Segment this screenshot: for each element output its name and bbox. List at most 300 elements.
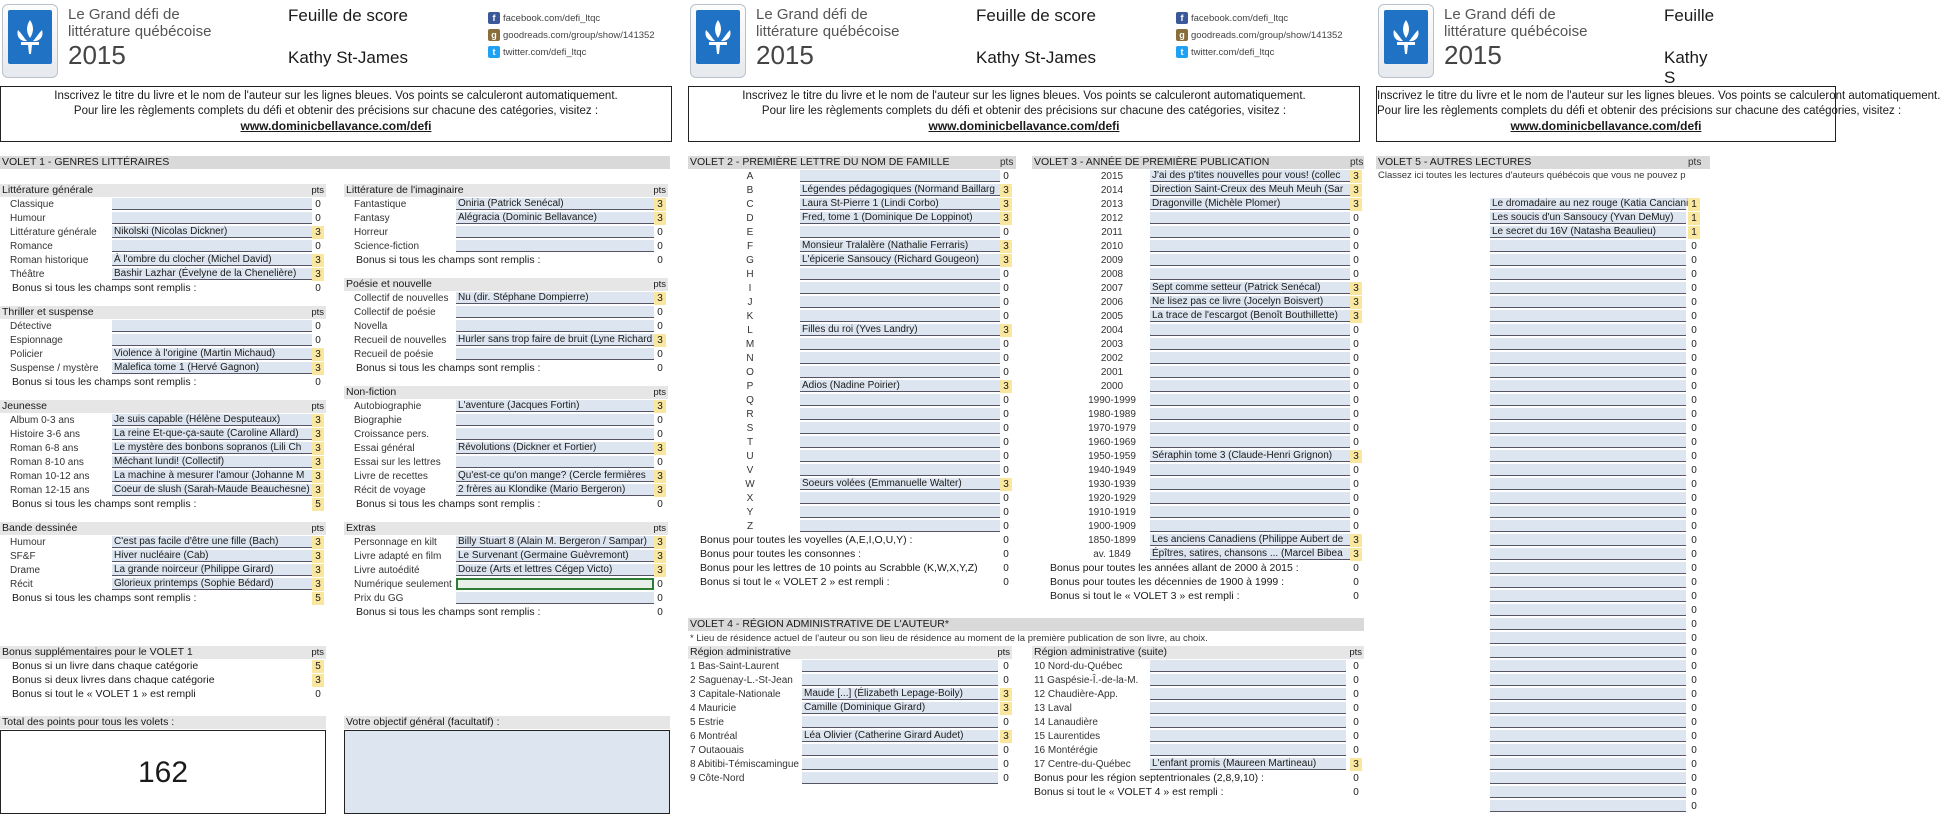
- book-field[interactable]: La grande noirceur (Philippe Girard): [112, 564, 312, 576]
- points-cell: 0: [1691, 773, 1697, 784]
- points-cell: 0: [1353, 563, 1359, 574]
- book-field[interactable]: [800, 506, 1000, 518]
- book-field[interactable]: Malefica tome 1 (Hervé Gagnon): [112, 362, 312, 374]
- points-cell: 5: [312, 660, 324, 673]
- book-field[interactable]: [112, 320, 312, 332]
- book-field[interactable]: [1490, 632, 1686, 644]
- book-field[interactable]: Révolutions (Dickner et Fortier): [456, 442, 654, 454]
- section-title: Littérature générale: [2, 184, 94, 196]
- book-field[interactable]: À l'ombre du clocher (Michel David): [112, 254, 312, 266]
- book-field[interactable]: [800, 366, 1000, 378]
- row-label: 1900-1909: [1088, 521, 1136, 532]
- book-field[interactable]: [1150, 408, 1350, 420]
- points-cell: 0: [1353, 353, 1359, 364]
- section-title: Bonus supplémentaires pour le VOLET 1: [2, 646, 193, 658]
- book-field[interactable]: [1150, 254, 1350, 266]
- book-field[interactable]: Je suis capable (Hélène Desputeaux): [112, 414, 312, 426]
- pts-header: pts: [311, 185, 324, 196]
- book-field[interactable]: Adios (Nadine Poirier): [800, 380, 1000, 392]
- points-cell: 3: [312, 362, 324, 375]
- book-field[interactable]: Camille (Dominique Girard): [802, 702, 998, 714]
- goodreads-icon: g: [488, 29, 500, 41]
- book-field[interactable]: Bashir Lazhar (Évelyne de la Chenelière): [112, 268, 312, 280]
- book-field[interactable]: [1490, 576, 1686, 588]
- book-field[interactable]: [1490, 506, 1686, 518]
- pts-header: pts: [311, 401, 324, 412]
- book-field[interactable]: [112, 212, 312, 224]
- row-label: 5 Estrie: [690, 717, 724, 728]
- points-cell: 3: [1000, 688, 1012, 701]
- book-field[interactable]: Violence à l'origine (Martin Michaud): [112, 348, 312, 360]
- book-field[interactable]: Léa Olivier (Catherine Girard Audet): [802, 730, 998, 742]
- points-cell: 3: [654, 536, 666, 549]
- book-field[interactable]: Les anciens Canadiens (Philippe Aubert de: [1150, 534, 1350, 546]
- book-field[interactable]: [1490, 478, 1686, 490]
- book-field[interactable]: [1490, 254, 1686, 266]
- social-link-text: twitter.com/defi_ltqc: [1191, 46, 1275, 58]
- points-cell: 0: [657, 349, 663, 360]
- goodreads-icon: g: [1176, 29, 1188, 41]
- book-field[interactable]: [800, 408, 1000, 420]
- challenge-year: 2015: [68, 40, 126, 70]
- book-field[interactable]: [1490, 450, 1686, 462]
- book-field[interactable]: Alégracia (Dominic Bellavance): [456, 212, 654, 224]
- points-cell: 0: [657, 241, 663, 252]
- bonus-label: Bonus si tous les champs sont remplis :: [12, 498, 197, 510]
- points-cell: 3: [1000, 380, 1012, 393]
- row-label: X: [746, 493, 754, 504]
- book-field[interactable]: [800, 268, 1000, 280]
- points-cell: 0: [1691, 703, 1697, 714]
- book-field[interactable]: [1150, 436, 1350, 448]
- book-field[interactable]: Le Survenant (Germaine Guèvremont): [456, 550, 654, 562]
- book-field[interactable]: [1490, 422, 1686, 434]
- book-field[interactable]: [456, 428, 654, 440]
- book-field[interactable]: [1490, 268, 1686, 280]
- book-field[interactable]: [1150, 226, 1350, 238]
- book-field[interactable]: [1490, 618, 1686, 630]
- book-field[interactable]: [1490, 296, 1686, 308]
- book-field[interactable]: Légendes pédagogiques (Normand Baillarg: [800, 184, 1000, 196]
- bonus-label: Bonus pour toutes les consonnes :: [700, 548, 862, 560]
- book-field[interactable]: Laura St-Pierre 1 (Lindi Corbo): [800, 198, 1000, 210]
- book-field[interactable]: [1490, 758, 1686, 770]
- book-field[interactable]: Fred, tome 1 (Dominique De Loppinot): [800, 212, 1000, 224]
- book-field[interactable]: [1150, 506, 1350, 518]
- points-cell: 3: [312, 578, 324, 591]
- book-field[interactable]: [1150, 730, 1346, 742]
- book-field[interactable]: [1490, 660, 1686, 672]
- points-cell: 3: [312, 348, 324, 361]
- book-field[interactable]: [1490, 520, 1686, 532]
- book-field[interactable]: [1490, 604, 1686, 616]
- book-field[interactable]: [1150, 674, 1346, 686]
- book-field[interactable]: [800, 338, 1000, 350]
- section-title: Extras: [346, 522, 376, 534]
- book-field[interactable]: Nikolski (Nicolas Dickner): [112, 226, 312, 238]
- points-cell: 0: [657, 363, 663, 374]
- book-field[interactable]: [1150, 380, 1350, 392]
- points-cell: 0: [1691, 493, 1697, 504]
- goal-box[interactable]: [344, 730, 670, 814]
- book-field[interactable]: [1490, 646, 1686, 658]
- row-label: B: [746, 185, 754, 196]
- book-field[interactable]: [800, 170, 1000, 182]
- book-field[interactable]: [1490, 548, 1686, 560]
- book-field[interactable]: [800, 352, 1000, 364]
- book-field[interactable]: [1150, 464, 1350, 476]
- points-cell: 0: [1691, 311, 1697, 322]
- book-field[interactable]: [1490, 380, 1686, 392]
- book-field[interactable]: [1490, 674, 1686, 686]
- book-field[interactable]: [800, 296, 1000, 308]
- rules-link[interactable]: www.dominicbellavance.com/defi: [1510, 119, 1702, 133]
- book-field[interactable]: [456, 320, 654, 332]
- book-field[interactable]: [1150, 240, 1350, 252]
- points-cell: 0: [1353, 437, 1359, 448]
- book-field[interactable]: Coeur de slush (Sarah-Maude Beauchesne): [112, 484, 312, 496]
- book-field[interactable]: [456, 240, 654, 252]
- book-field[interactable]: [456, 592, 654, 604]
- book-field[interactable]: Méchant lundi! (Collectif): [112, 456, 312, 468]
- challenge-year: 2015: [1444, 40, 1502, 70]
- book-field[interactable]: Dragonville (Michèle Plomer): [1150, 198, 1350, 210]
- social-link[interactable]: [1176, 29, 1343, 41]
- book-field[interactable]: Épîtres, satires, chansons ... (Marcel Bibea: [1150, 548, 1350, 560]
- row-label: Histoire 3-6 ans: [10, 429, 81, 440]
- book-field[interactable]: [1150, 352, 1350, 364]
- points-cell: 0: [315, 377, 321, 388]
- row-label: Prix du GG: [354, 593, 404, 604]
- points-cell: 3: [312, 536, 324, 549]
- book-field[interactable]: [456, 306, 654, 318]
- book-field[interactable]: Filles du roi (Yves Landry): [800, 324, 1000, 336]
- row-label: Détective: [10, 321, 52, 332]
- bonus-label: Bonus si tous les champs sont remplis :: [12, 282, 197, 294]
- row-label: 15 Laurentides: [1034, 731, 1101, 742]
- book-field[interactable]: [456, 414, 654, 426]
- volet5-note: Classez ici toutes les lectures d'auteurs québécois que vous ne pouvez p: [1378, 170, 1686, 181]
- points-cell: 0: [1353, 675, 1359, 686]
- challenge-name: Le Grand défi de littérature québécoise: [68, 6, 212, 40]
- book-field[interactable]: [1150, 338, 1350, 350]
- points-cell: 0: [1353, 213, 1359, 224]
- points-cell: 0: [1353, 409, 1359, 420]
- book-field[interactable]: [1490, 562, 1686, 574]
- book-field[interactable]: Hiver nucléaire (Cab): [112, 550, 312, 562]
- sheet-title: Feuille de score: [288, 6, 409, 25]
- row-label: Fantasy: [354, 213, 390, 224]
- book-field[interactable]: Douze (Arts et lettres Cégep Victo): [456, 564, 654, 576]
- points-cell: 3: [654, 550, 666, 563]
- book-field[interactable]: [456, 226, 654, 238]
- region-header: [688, 646, 1012, 659]
- row-label: 2 Saguenay-L.-St-Jean: [690, 675, 793, 686]
- points-cell: 0: [1691, 423, 1697, 434]
- points-cell: 0: [1353, 325, 1359, 336]
- row-label: D: [746, 213, 754, 224]
- book-field[interactable]: [1490, 310, 1686, 322]
- book-field[interactable]: Soeurs volées (Emmanuelle Walter): [800, 478, 1000, 490]
- points-cell: 0: [315, 335, 321, 346]
- rules-link[interactable]: www.dominicbellavance.com/defi: [240, 119, 432, 133]
- section-header: [0, 184, 326, 197]
- book-field[interactable]: Glorieux printemps (Sophie Bédard): [112, 578, 312, 590]
- instructions-text: Pour lire les règlements complets du défi et obtenir des précisions sur chacune des catégories, visitez :: [73, 105, 599, 117]
- bonus-label: Bonus pour les région septentrionales (2,8,9,10) :: [1034, 772, 1264, 784]
- twitter-icon: t: [1176, 46, 1188, 58]
- points-cell: 0: [1003, 563, 1009, 574]
- points-cell: 3: [654, 198, 666, 211]
- book-field[interactable]: Billy Stuart 8 (Alain M. Bergeron / Sampar): [456, 536, 654, 548]
- row-label: Roman 12-15 ans: [10, 485, 90, 496]
- row-label: 1950-1959: [1088, 451, 1136, 462]
- book-field[interactable]: Le dromadaire au nez rouge (Katia Canciani: [1492, 198, 1689, 209]
- book-field[interactable]: [1150, 520, 1350, 532]
- book-field[interactable]: [800, 282, 1000, 294]
- points-cell: 0: [1691, 633, 1697, 644]
- rules-link[interactable]: www.dominicbellavance.com/defi: [928, 119, 1120, 133]
- book-field[interactable]: [1150, 394, 1350, 406]
- book-field[interactable]: [1150, 268, 1350, 280]
- book-field[interactable]: [800, 394, 1000, 406]
- book-field[interactable]: [800, 436, 1000, 448]
- book-field[interactable]: [1150, 422, 1350, 434]
- book-field[interactable]: [800, 450, 1000, 462]
- book-field[interactable]: [802, 674, 998, 686]
- row-label: Recueil de nouvelles: [354, 335, 447, 346]
- points-cell: 0: [1003, 675, 1009, 686]
- row-label: I: [748, 283, 752, 294]
- book-field[interactable]: [1490, 464, 1686, 476]
- book-field[interactable]: Maude [...] (Élizabeth Lepage-Boily): [802, 688, 998, 700]
- book-field[interactable]: Le mystère des bonbons sopranos (Lili Ch: [112, 442, 312, 454]
- instructions-text: Inscrivez le titre du livre et le nom de l'auteur sur les lignes bleues. Vos points se calculeront automatiquement.: [742, 90, 1306, 102]
- book-field[interactable]: Qu'est-ce qu'on mange? (Cercle fermières: [456, 470, 654, 482]
- pts-header: pts: [653, 387, 666, 398]
- row-label: 2015: [1100, 171, 1124, 182]
- row-label: 2000: [1100, 381, 1124, 392]
- book-field[interactable]: [112, 240, 312, 252]
- points-cell: 3: [312, 470, 324, 483]
- book-field[interactable]: [1490, 534, 1686, 546]
- points-cell: 3: [654, 470, 666, 483]
- social-link[interactable]: [1176, 46, 1274, 58]
- book-field[interactable]: [456, 456, 654, 468]
- book-field[interactable]: [112, 334, 312, 346]
- book-field[interactable]: Le secret du 16V (Natasha Beaulieu): [1490, 226, 1686, 238]
- book-field[interactable]: [800, 422, 1000, 434]
- challenge-year: 2015: [756, 40, 814, 70]
- row-label: O: [746, 367, 754, 378]
- book-field[interactable]: [1150, 660, 1346, 672]
- book-field[interactable]: La machine à mesurer l'amour (Johanne M: [112, 470, 312, 482]
- row-label: 2005: [1100, 311, 1124, 322]
- social-link[interactable]: [1176, 12, 1288, 24]
- row-label: 2010: [1100, 241, 1124, 252]
- book-field[interactable]: [1150, 688, 1346, 700]
- points-cell: 3: [654, 212, 666, 225]
- row-label: Livre autoédité: [354, 565, 420, 576]
- row-label: 1850-1899: [1088, 535, 1136, 546]
- book-field[interactable]: [1490, 492, 1686, 504]
- book-field[interactable]: Hurler sans trop faire de bruit (Lyne Richard: [458, 334, 653, 345]
- logo: [690, 4, 746, 78]
- book-field[interactable]: L'épicerie Sansoucy (Richard Gougeon): [800, 254, 1000, 266]
- section-header: [344, 522, 668, 535]
- book-field[interactable]: [1490, 352, 1686, 364]
- row-label: Z: [746, 521, 754, 532]
- row-label: 1980-1989: [1088, 409, 1136, 420]
- book-field[interactable]: [800, 492, 1000, 504]
- bonus-label: Bonus si tous les champs sont remplis :: [356, 498, 541, 510]
- row-label: Y: [746, 507, 754, 518]
- bonus-label: Bonus pour toutes les années allant de 2000 à 2015 :: [1050, 562, 1299, 574]
- book-field[interactable]: C'est pas facile d'être une fille (Bach): [112, 536, 312, 548]
- book-field[interactable]: [1490, 366, 1686, 378]
- book-field[interactable]: [1490, 436, 1686, 448]
- book-field[interactable]: [1150, 744, 1346, 756]
- social-link-text: goodreads.com/group/show/141352: [1191, 29, 1343, 41]
- book-field[interactable]: [456, 578, 654, 590]
- points-cell: 0: [1691, 675, 1697, 686]
- volet2-title: VOLET 2 - PREMIÈRE LETTRE DU NOM DE FAMILLE: [688, 156, 1016, 169]
- book-field[interactable]: [1490, 786, 1686, 798]
- points-cell: 0: [1691, 717, 1697, 728]
- book-field[interactable]: [1490, 744, 1686, 756]
- book-field[interactable]: [1490, 716, 1686, 728]
- fleur-de-lys-icon: [1384, 10, 1428, 64]
- book-field[interactable]: Sept comme setteur (Patrick Senécal): [1150, 282, 1350, 294]
- book-field[interactable]: [1150, 324, 1350, 336]
- points-cell: 3: [1350, 548, 1362, 561]
- points-cell: 0: [1691, 465, 1697, 476]
- row-label: Livre adapté en film: [354, 551, 442, 562]
- row-label: Essai général: [354, 443, 415, 454]
- book-field[interactable]: Oniria (Patrick Senécal): [456, 198, 654, 210]
- points-cell: 0: [1691, 451, 1697, 462]
- row-label: Collectif de poésie: [354, 307, 436, 318]
- book-field[interactable]: [456, 348, 654, 360]
- book-field[interactable]: [1490, 240, 1686, 252]
- points-cell: 0: [1691, 381, 1697, 392]
- book-field[interactable]: [1490, 408, 1686, 420]
- bonus-label: Bonus si tout le « VOLET 4 » est rempli :: [1034, 786, 1224, 798]
- book-field[interactable]: [1490, 394, 1686, 406]
- book-field[interactable]: Monsieur Tralalère (Nathalie Ferraris): [800, 240, 1000, 252]
- book-field[interactable]: La reine Et-que-ça-saute (Caroline Allard): [112, 428, 312, 440]
- points-cell: 3: [312, 564, 324, 577]
- instructions-text: Inscrivez le titre du livre et le nom de l'auteur sur les lignes bleues. Vos points se calculeront automatiquement.: [1377, 90, 1940, 102]
- row-label: Roman 6-8 ans: [10, 443, 79, 454]
- row-label: 2012: [1100, 213, 1124, 224]
- points-cell: 0: [1353, 507, 1359, 518]
- book-field[interactable]: [802, 716, 998, 728]
- book-field[interactable]: [800, 520, 1000, 532]
- extra-bonus-header: [0, 646, 326, 659]
- book-field[interactable]: [802, 660, 998, 672]
- book-field[interactable]: [1150, 716, 1346, 728]
- book-field[interactable]: [1150, 212, 1350, 224]
- book-field[interactable]: [1490, 800, 1686, 812]
- points-cell: 3: [312, 268, 324, 281]
- row-label: 10 Nord-du-Québec: [1034, 661, 1123, 672]
- points-cell: 0: [1691, 353, 1697, 364]
- book-field[interactable]: L'enfant promis (Maureen Martineau): [1150, 758, 1346, 770]
- book-field[interactable]: [800, 464, 1000, 476]
- points-cell: 3: [1000, 198, 1012, 211]
- points-cell: 3: [312, 442, 324, 455]
- book-field[interactable]: 2 frères au Klondike (Mario Bergeron): [456, 484, 654, 496]
- book-field[interactable]: [1490, 702, 1686, 714]
- points-cell: 0: [1691, 591, 1697, 602]
- social-link[interactable]: [488, 29, 655, 41]
- book-field[interactable]: [1150, 366, 1350, 378]
- section-header: [0, 306, 326, 319]
- book-field[interactable]: [802, 758, 998, 770]
- bonus-label: Bonus si tous les champs sont remplis :: [356, 254, 541, 266]
- book-field[interactable]: Ne lisez pas ce livre (Jocelyn Boisvert): [1150, 296, 1350, 308]
- row-label: 1940-1949: [1088, 465, 1136, 476]
- points-cell: 0: [1691, 255, 1697, 266]
- book-field[interactable]: [1150, 702, 1346, 714]
- book-field[interactable]: Les soucis d'un Sansoucy (Yvan DeMuy): [1490, 212, 1686, 224]
- sheet-title: Feuille: [1664, 6, 1715, 25]
- book-field[interactable]: Séraphin tome 3 (Claude-Henri Grignon): [1150, 450, 1350, 462]
- points-cell: 3: [654, 292, 666, 305]
- book-field[interactable]: [1490, 688, 1686, 700]
- points-cell: 0: [1003, 353, 1009, 364]
- book-field[interactable]: [112, 198, 312, 210]
- volet4-note: * Lieu de résidence actuel de l'auteur ou son lieu de résidence au moment de la première publication de son livre, au choix.: [690, 633, 1208, 644]
- book-field[interactable]: [800, 310, 1000, 322]
- book-field[interactable]: Direction Saint-Creux des Meuh Meuh (Sar: [1150, 184, 1350, 196]
- book-field[interactable]: La trace de l'escargot (Benoît Bouthillette): [1150, 310, 1350, 322]
- book-field[interactable]: Nu (dir. Stéphane Dompierre): [456, 292, 654, 304]
- row-label: 17 Centre-du-Québec: [1034, 759, 1131, 770]
- points-cell: 0: [1691, 661, 1697, 672]
- book-field[interactable]: [802, 744, 998, 756]
- points-cell: 3: [654, 334, 666, 347]
- book-field[interactable]: [1490, 324, 1686, 336]
- row-label: Policier: [10, 349, 43, 360]
- challenge-name: Le Grand défi de littérature québécoise: [1444, 6, 1588, 40]
- book-field[interactable]: [800, 226, 1000, 238]
- section-header: [0, 522, 326, 535]
- points-cell: 3: [312, 428, 324, 441]
- row-label: 8 Abitibi-Témiscamingue: [690, 759, 799, 770]
- social-link[interactable]: [488, 46, 586, 58]
- book-field[interactable]: [1490, 590, 1686, 602]
- points-cell: 0: [1003, 759, 1009, 770]
- section-title: Jeunesse: [2, 400, 47, 412]
- row-label: 2004: [1100, 325, 1124, 336]
- book-field[interactable]: J'ai des p'tites nouvelles pour vous! (collec: [1150, 170, 1350, 182]
- points-cell: 0: [315, 689, 321, 700]
- points-cell: 0: [315, 283, 321, 294]
- book-field[interactable]: [1150, 478, 1350, 490]
- book-field[interactable]: [1490, 338, 1686, 350]
- book-field[interactable]: [802, 772, 998, 784]
- book-field[interactable]: [1490, 772, 1686, 784]
- row-label: L: [747, 325, 753, 336]
- social-link[interactable]: [488, 12, 600, 24]
- book-field[interactable]: [1150, 492, 1350, 504]
- book-field[interactable]: [1490, 730, 1686, 742]
- book-field[interactable]: L'aventure (Jacques Fortin): [456, 400, 654, 412]
- row-label: N: [746, 353, 754, 364]
- book-field[interactable]: [1490, 282, 1686, 294]
